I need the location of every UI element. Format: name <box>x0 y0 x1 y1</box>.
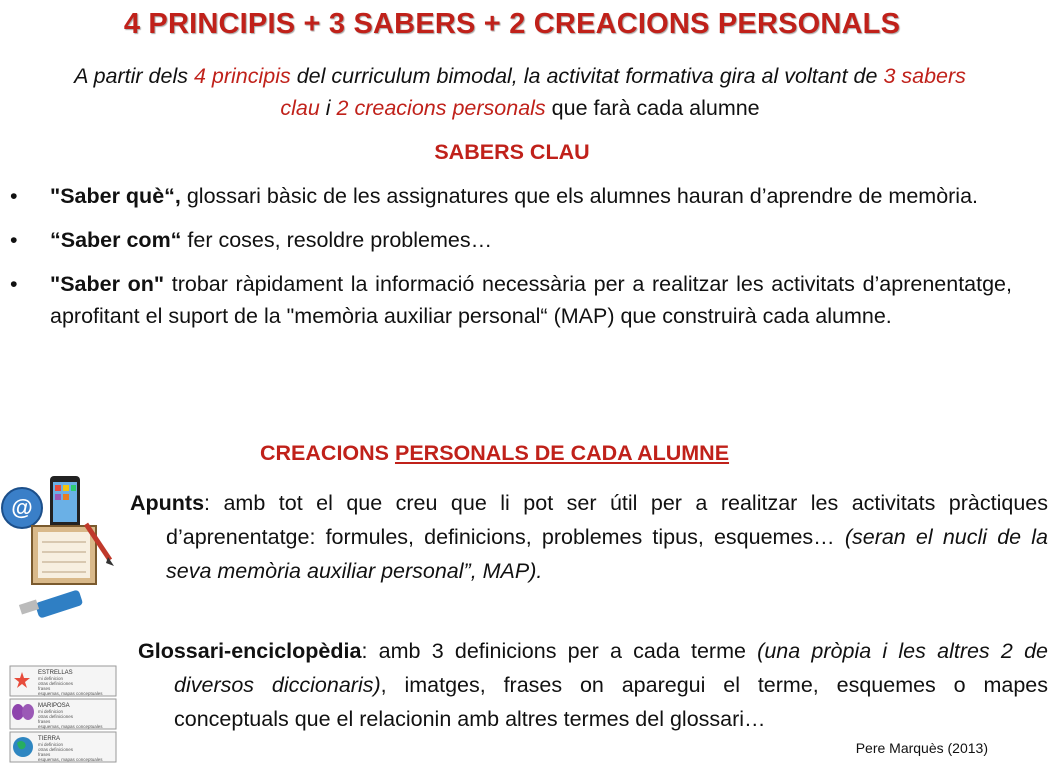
glossary-label: esquemas, mapas conceptuales <box>38 691 103 696</box>
glossary-cards-illustration <box>8 664 118 764</box>
slide-subtitle <box>60 60 980 124</box>
glossary-label: frases <box>38 686 51 691</box>
glossari-label: Glossari-enciclopèdia <box>138 639 362 663</box>
glossary-label: otras definiciones <box>38 747 74 752</box>
saber-que-label: "Saber què“, <box>50 184 181 208</box>
saber-que-text: glossari bàsic de les assignatures que els alumnes hauran d’aprendre de memòria. <box>180 184 979 208</box>
slide-title: 4 PRINCIPIS + 3 SABERS + 2 CREACIONS PERSONALS <box>123 8 901 40</box>
list-item <box>0 180 1012 212</box>
glossary-label: otras definiciones <box>38 714 74 719</box>
saber-com-label: “Saber com“ <box>50 228 182 252</box>
subtitle-highlight-creacions: 2 creacions personals <box>336 96 546 120</box>
glossary-label: mi definicion <box>38 742 64 747</box>
glossary-label: frases <box>38 719 51 724</box>
glossary-label: ESTRELLAS <box>38 670 73 676</box>
svg-text:@: @ <box>11 495 33 520</box>
saber-com-text: fer coses, resoldre problemes… <box>181 228 493 252</box>
creacions-heading <box>260 441 729 466</box>
apunts-note: (seran el nucli de la seva memòria auxiliar personal”, MAP). <box>166 525 1048 583</box>
glossary-label: MARIPOSA <box>38 703 70 709</box>
glossari-note: (una pròpia i les altres 2 de diversos diccionaris) <box>174 639 1048 697</box>
apunts-illustration <box>0 470 120 630</box>
globe-icon <box>2 488 42 528</box>
apunts-label: Apunts <box>130 491 205 515</box>
usb-stick-icon <box>19 589 83 618</box>
list-item <box>0 268 1012 332</box>
subtitle-highlight-sabers: 3 sabers clau <box>280 64 966 120</box>
apunts-paragraph <box>130 486 1048 588</box>
subtitle-text-4: que farà cada alumne <box>545 96 760 120</box>
notebook-icon <box>32 524 114 584</box>
subtitle-text-1: A partir dels <box>74 64 194 88</box>
subtitle-text-3: i <box>319 96 337 120</box>
saber-on-text: trobar ràpidament la informació necessària per a realitzar les activitats d’aprenentatge, aprofitant el suport de la "memòria auxiliar personal“ (MAP) que construirà cada alumne. <box>50 272 1012 328</box>
apunts-text: : amb tot el que creu que li pot ser útil per a realitzar les activitats pràctiques d’aprenentatge: formules, definicions, problemes tipus, esquemes… <box>166 491 1048 549</box>
saber-on-label: "Saber on" <box>50 272 165 296</box>
glossari-text-2: , imatges, frases on aparegui el terme, esquemes o mapes conceptuals que el relacionin amb altres termes del glossari… <box>174 673 1048 731</box>
glossari-text-1: : amb 3 definicions per a cada terme <box>361 639 758 663</box>
smartphone-icon <box>50 476 80 530</box>
glossary-label: esquemas, mapas conceptuales <box>38 724 103 729</box>
list-item <box>0 224 1012 256</box>
sabers-list <box>0 180 1012 344</box>
subtitle-highlight-principis: 4 principis <box>193 64 291 88</box>
sabers-clau-heading: SABERS CLAU <box>434 140 590 164</box>
glossary-card-earth <box>10 732 116 762</box>
creacions-heading-plain: CREACIONS <box>260 441 395 465</box>
glossary-label: mi definicion <box>38 676 64 681</box>
glossary-card-butterfly <box>10 699 116 729</box>
author-credit: Pere Marquès (2013) <box>855 740 988 756</box>
glossary-card-stars <box>10 666 116 696</box>
glossary-label: otras definiciones <box>38 681 74 686</box>
glossary-label: frases <box>38 752 51 757</box>
subtitle-text-2: del curriculum bimodal, la activitat formativa gira al voltant de <box>290 64 884 88</box>
glossary-label: mi definicion <box>38 709 64 714</box>
glossary-label: esquemas, mapas conceptuales <box>38 757 103 762</box>
glossari-paragraph <box>138 634 1048 736</box>
glossary-label: TIERRA <box>38 736 61 742</box>
creacions-heading-underlined: PERSONALS DE CADA ALUMNE <box>394 441 730 465</box>
